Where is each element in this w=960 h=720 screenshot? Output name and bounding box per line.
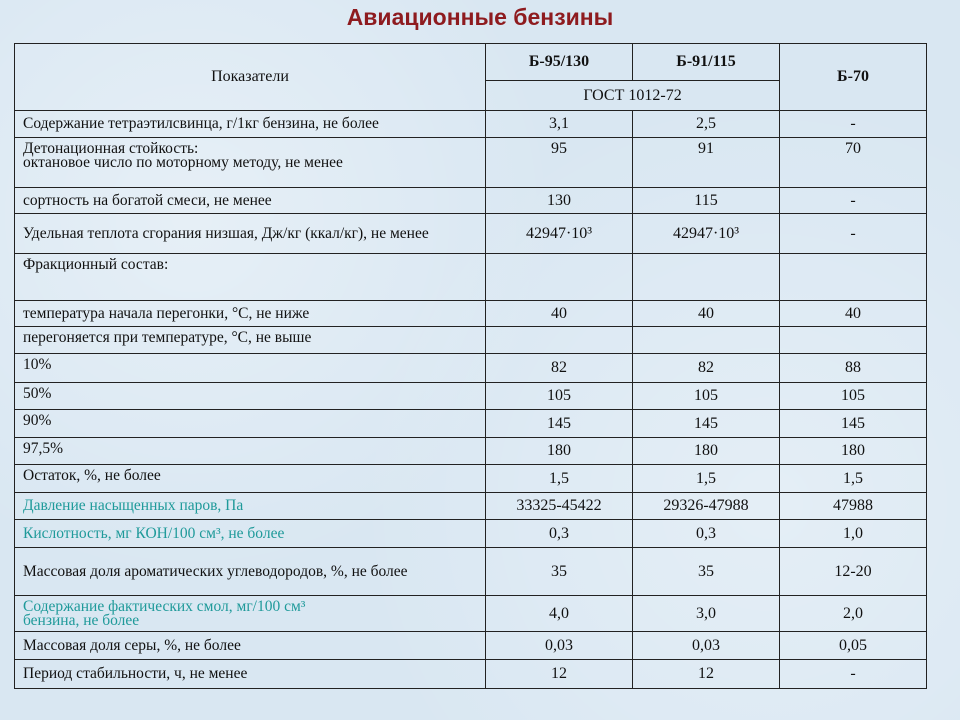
- row-value-b70: -: [780, 188, 927, 214]
- table-row: [15, 493, 927, 520]
- row-value-b91: 105: [633, 383, 780, 410]
- row-value-b91: 180: [633, 438, 780, 465]
- row-value-b91: 42947·10³: [633, 214, 780, 254]
- row-value-b95: 1,5: [486, 465, 633, 493]
- header-grade-b91: Б-91/115: [633, 44, 780, 81]
- row-value-b95: 40: [486, 301, 633, 327]
- header-grade-b70: Б-70: [780, 44, 927, 111]
- row-value-b70: 47988: [780, 493, 927, 520]
- row-value-b70: [780, 254, 927, 301]
- row-label: Содержание тетраэтилсвинца, г/1кг бензина, не более: [15, 111, 486, 138]
- row-value-b91: 1,5: [633, 465, 780, 493]
- row-value-b70: -: [780, 214, 927, 254]
- row-value-b95: 105: [486, 383, 633, 410]
- header-grade-b95: Б-95/130: [486, 44, 633, 81]
- row-value-b91: 91: [633, 138, 780, 188]
- header-standard: ГОСТ 1012-72: [486, 81, 780, 111]
- row-label: Массовая доля серы, %, не более: [15, 632, 486, 660]
- row-value-b70: 88: [780, 354, 927, 383]
- row-value-b91: 145: [633, 410, 780, 438]
- row-label: 50%: [15, 383, 486, 410]
- row-label: Массовая доля ароматических углеводородов, %, не более: [15, 548, 486, 596]
- row-value-b91: [633, 254, 780, 301]
- row-value-b91: 3,0: [633, 596, 780, 632]
- row-value-b70: -: [780, 660, 927, 689]
- header-indicator: Показатели: [15, 44, 486, 111]
- table-row: [15, 548, 927, 596]
- row-label: 90%: [15, 410, 486, 438]
- row-label: Удельная теплота сгорания низшая, Дж/кг (ккал/кг), не менее: [15, 214, 486, 254]
- table-row: [15, 214, 927, 254]
- row-value-b70: 180: [780, 438, 927, 465]
- row-value-b91: [633, 327, 780, 354]
- row-value-b95: 180: [486, 438, 633, 465]
- row-value-b95: 130: [486, 188, 633, 214]
- gasoline-spec-table: [14, 43, 927, 689]
- row-value-b70: 145: [780, 410, 927, 438]
- row-value-b95: 0,3: [486, 520, 633, 548]
- row-value-b91: 40: [633, 301, 780, 327]
- table-row: [15, 254, 927, 301]
- row-value-b70: [780, 327, 927, 354]
- table-row: [15, 465, 927, 493]
- row-value-b91: 35: [633, 548, 780, 596]
- row-label: сортность на богатой смеси, не менее: [15, 188, 486, 214]
- table-row: [15, 327, 927, 354]
- row-value-b70: 40: [780, 301, 927, 327]
- row-value-b95: 95: [486, 138, 633, 188]
- row-label: Содержание фактических смол, мг/100 см³ бензина, не более: [15, 596, 486, 632]
- row-value-b70: -: [780, 111, 927, 138]
- row-value-b70: 12-20: [780, 548, 927, 596]
- table-row: [15, 520, 927, 548]
- table-row: [15, 301, 927, 327]
- row-value-b70: 70: [780, 138, 927, 188]
- row-value-b91: 29326-47988: [633, 493, 780, 520]
- row-label: Фракционный состав:: [15, 254, 486, 301]
- table-row: [15, 111, 927, 138]
- row-value-b91: 0,3: [633, 520, 780, 548]
- row-value-b95: 12: [486, 660, 633, 689]
- row-label: Детонационная стойкость: октановое число по моторному методу, не менее: [15, 138, 486, 188]
- row-value-b91: 2,5: [633, 111, 780, 138]
- row-value-b95: 33325-45422: [486, 493, 633, 520]
- row-value-b95: [486, 254, 633, 301]
- row-label: Остаток, %, не более: [15, 465, 486, 493]
- table-row: [15, 383, 927, 410]
- row-value-b95: 42947·10³: [486, 214, 633, 254]
- table-row: [15, 354, 927, 383]
- table-row: [15, 138, 927, 188]
- row-value-b95: 4,0: [486, 596, 633, 632]
- table-row: [15, 188, 927, 214]
- row-value-b95: 35: [486, 548, 633, 596]
- row-label: Кислотность, мг КОН/100 см³, не более: [15, 520, 486, 548]
- row-value-b91: 115: [633, 188, 780, 214]
- row-value-b91: 82: [633, 354, 780, 383]
- table-row: [15, 438, 927, 465]
- header-row: [15, 44, 927, 81]
- table-row: [15, 632, 927, 660]
- row-label: 97,5%: [15, 438, 486, 465]
- row-label: температура начала перегонки, °С, не ниже: [15, 301, 486, 327]
- row-label: Период стабильности, ч, не менее: [15, 660, 486, 689]
- row-value-b91: 0,03: [633, 632, 780, 660]
- row-value-b70: 1,0: [780, 520, 927, 548]
- slide-title: Авиационные бензины: [346, 4, 614, 30]
- row-value-b95: [486, 327, 633, 354]
- row-value-b95: 3,1: [486, 111, 633, 138]
- row-value-b95: 145: [486, 410, 633, 438]
- row-value-b95: 82: [486, 354, 633, 383]
- row-label: Давление насыщенных паров, Па: [15, 493, 486, 520]
- row-label: 10%: [15, 354, 486, 383]
- row-value-b70: 2,0: [780, 596, 927, 632]
- row-value-b95: 0,03: [486, 632, 633, 660]
- table-row: [15, 660, 927, 689]
- table-row: [15, 410, 927, 438]
- row-value-b70: 105: [780, 383, 927, 410]
- row-label: перегоняется при температуре, °С, не выше: [15, 327, 486, 354]
- table-row: [15, 596, 927, 632]
- row-value-b70: 1,5: [780, 465, 927, 493]
- row-value-b70: 0,05: [780, 632, 927, 660]
- row-value-b91: 12: [633, 660, 780, 689]
